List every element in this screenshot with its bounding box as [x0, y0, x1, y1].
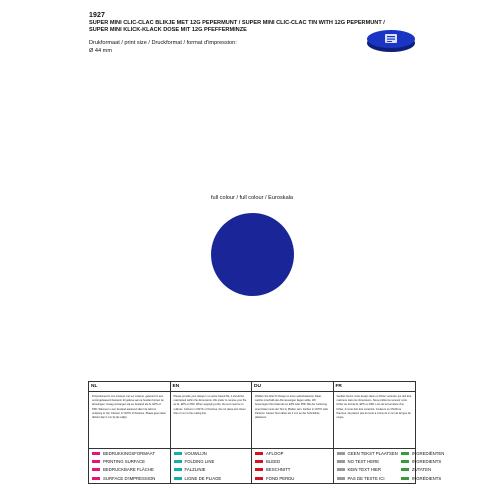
legend-column-header: FR — [334, 382, 416, 392]
swatch-red — [255, 468, 263, 471]
legend-column-du — [252, 382, 334, 483]
swatch-teal — [174, 468, 182, 471]
print-size-value: Ø 44 mm — [89, 48, 113, 54]
legend-key-row — [334, 457, 398, 465]
legend-key-row — [89, 474, 170, 482]
legend-key-label: GEEN TEKST PLAATSEN — [347, 450, 398, 456]
swatch-green — [401, 452, 409, 455]
legend-keys — [171, 448, 252, 483]
legend-key-row — [171, 474, 252, 482]
legend-key-label: INGRÉDIENTS — [411, 475, 442, 481]
legend-keys — [89, 448, 170, 483]
legend-key-label: LIGNE DE PLIAGE — [184, 475, 222, 481]
swatch-grey — [337, 452, 345, 455]
legend-key-row — [171, 449, 252, 457]
legend-column-text: Please provide your design in a vector based file, it should be maintained within the dimensions. We prefer to receive your file as AI, EPS or PDF. When supplying a file, the text must be in outlines. Colours in CMYK or Pantone. Do not place text closer than 2 mm to the cutting line. — [173, 395, 247, 415]
legend-column-header: EN — [171, 382, 252, 392]
legend-key-label: BEDRUKKINGSFORMAAT — [103, 450, 155, 456]
legend-column-en — [171, 382, 253, 483]
swatch-green — [401, 460, 409, 463]
tin-product-icon — [365, 26, 417, 54]
swatch-green — [401, 468, 409, 471]
swatch-green — [401, 477, 409, 480]
legend-column-nl — [89, 382, 171, 483]
swatch-grey — [337, 468, 345, 471]
swatch-pink — [92, 452, 100, 455]
legend-keys — [334, 448, 445, 483]
legend-key-label: INGREDIËNTEN — [411, 450, 445, 456]
legend-key-label: FOND PERDU — [266, 475, 295, 481]
legend-key-label: PRINTING SURFACE — [103, 459, 146, 465]
swatch-teal — [174, 477, 182, 480]
legend-key-row — [398, 457, 444, 465]
legend-column-header: DU — [252, 382, 333, 392]
legend-key-label: FALZLINIE — [184, 467, 206, 473]
legend-key-label: INGREDIENTS — [411, 459, 442, 465]
legend-key-row — [89, 457, 170, 465]
legend-key-label: BLEED — [266, 459, 281, 465]
legend-key-row — [252, 457, 333, 465]
swatch-teal — [174, 460, 182, 463]
legend-key-row — [89, 466, 170, 474]
swatch-red — [255, 460, 263, 463]
swatch-teal — [174, 452, 182, 455]
legend-keys-ingredients — [398, 449, 444, 483]
print-area-circle — [211, 213, 294, 296]
legend-key-row — [398, 449, 444, 457]
legend-key-row — [252, 466, 333, 474]
legend-keys — [252, 448, 333, 483]
swatch-pink — [92, 477, 100, 480]
legend-key-row — [171, 466, 252, 474]
legend-key-row — [252, 449, 333, 457]
legend-key-label: SURFACE D'IMPRESSION — [103, 475, 156, 481]
legend-key-row — [334, 474, 398, 482]
legend-key-label: KEIN TEXT HIER — [347, 467, 382, 473]
legend-key-row — [171, 457, 252, 465]
swatch-pink — [92, 460, 100, 463]
legend-key-row — [398, 474, 444, 482]
swatch-pink — [92, 468, 100, 471]
legend-column-text: Wählen Sie bitte Ihr Design in einer vektorbasierten Datei, welche innerhalb der Abmessungen liegen sollte. Wir bevorzugen Ihre Datei als AI, EPS oder PDF. Bei der Lieferung einer Datei muss der Text in Pfaden sein. Farben in CMYK oder Pantone. Keinen Text näher als 2 mm an der Schnittlinie platzieren. — [255, 395, 329, 420]
legend-key-row — [334, 449, 398, 457]
legend-column-text: Proportioneel in ons ontwerp met uw ontwerp, geleverd in een vectorgebaseerd bestand, dit gelieve aan te houden binnen de afmetingen. Graag ontvangen wij uw bestand als AI, EPS of PDF. Wanneer u een bestand aanlevert dient de tekst in omlijning te zijn. Kleuren in CMYK of Pantone. Plaats geen tekst dichter dan 2 mm bij de snijlijn. — [92, 395, 166, 420]
swatch-grey — [337, 460, 345, 463]
legend-key-row — [252, 474, 333, 482]
legend-keys-no-text — [334, 449, 398, 483]
legend-key-row — [89, 449, 170, 457]
swatch-grey — [337, 477, 345, 480]
product-code: 1927 — [89, 12, 105, 19]
product-title: SUPER MINI CLIC-CLAC BLIKJE MET 12G PEPERMUNT / SUPER MINI CLIC-CLAC TIN WITH 12G PEPERMUNT / SUPER MINI KLICK-KLACK DOSE MIT 12G PFEFFERMINZE — [89, 20, 385, 34]
legend-key-label: ZUTATEN — [411, 467, 432, 473]
legend-key-row — [334, 466, 398, 474]
legend-column-fr — [334, 382, 445, 483]
legend-key-label: BEDRUCKBARE FLÄCHE — [103, 467, 154, 473]
legend-key-label: AFLOOP — [266, 450, 284, 456]
legend-key-label: NO TEXT HERE — [347, 459, 380, 465]
legend-table — [88, 381, 445, 484]
legend-column-text: Veuillez fournir votre design dans un fichier vectoriel, qui doit être maintenu dans les dimensions. Nous préférons recevoir votre fichier au format AI, EPS ou PDF. Lors de la fourniture d'un fichier, le texte doit être vectorisé. Couleurs en CMJN ou Pantone. Ne placez pas de texte à moins de 2 mm de la ligne de coupe. — [336, 395, 412, 420]
legend-key-row — [398, 466, 444, 474]
legend-key-label: BESCHNITT — [266, 467, 291, 473]
legend-key-label: VOUWLIJN — [184, 450, 207, 456]
colour-label: full colour / full colour / Euroskala — [210, 195, 294, 201]
legend-key-label: FOLDING LINE — [184, 459, 215, 465]
swatch-red — [255, 452, 263, 455]
legend-column-header: NL — [89, 382, 170, 392]
swatch-red — [255, 477, 263, 480]
legend-key-label: PAS DE TEXTE ICI — [347, 475, 385, 481]
print-size-label: Drukformaat / print size / Druckformat / format d'impression: — [89, 40, 237, 46]
